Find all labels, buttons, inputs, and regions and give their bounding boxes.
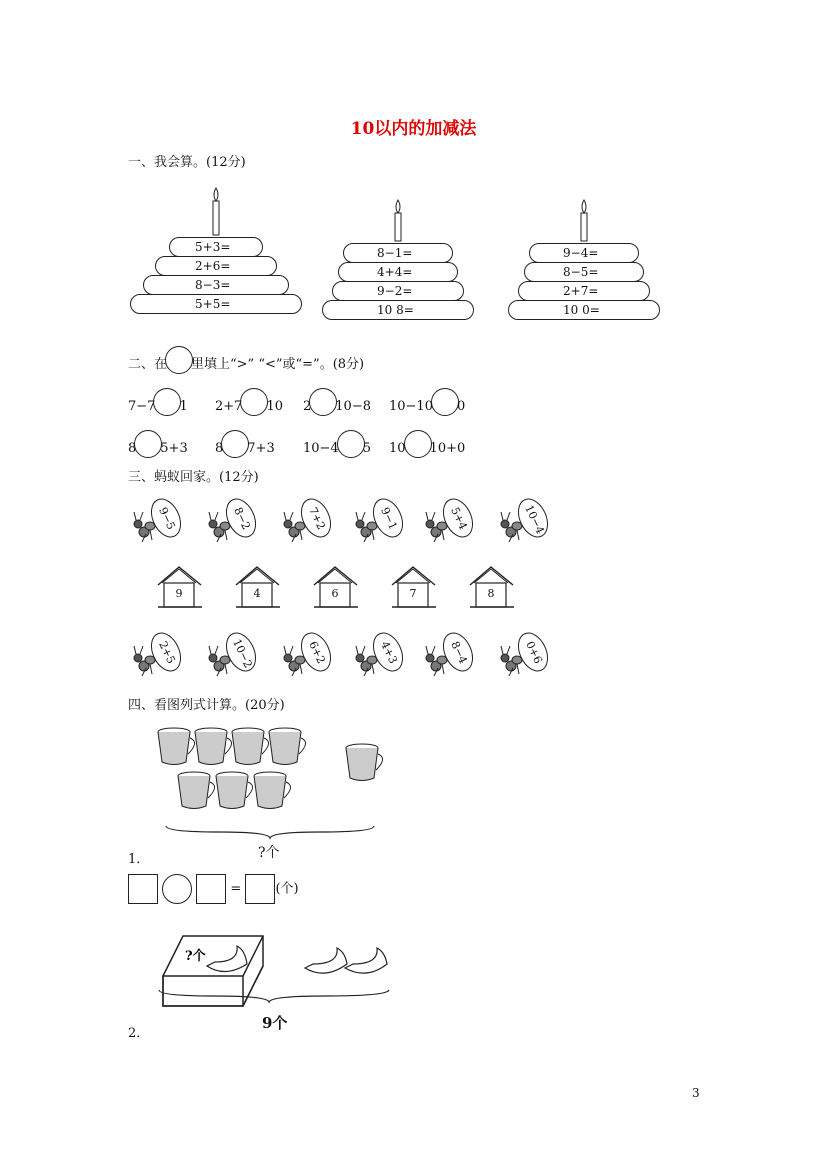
equation-text: 9−2= — [377, 284, 413, 298]
house-number: 8 — [487, 587, 495, 600]
answer-circle[interactable] — [240, 388, 268, 416]
cup-icon — [346, 744, 383, 781]
compare-right: 5 — [362, 441, 371, 456]
tower-ring — [524, 262, 644, 282]
tower-ring — [332, 281, 464, 301]
tower-ring — [343, 243, 453, 263]
equation-text: 8−5= — [563, 265, 599, 279]
compare-left: 2 — [303, 399, 312, 414]
house-number: 7 — [409, 587, 417, 600]
cup-icon — [158, 728, 195, 765]
candle-icon — [392, 199, 404, 243]
ant-equation: 5+4 — [448, 505, 470, 532]
answer-circle[interactable] — [431, 388, 459, 416]
house[interactable] — [156, 563, 226, 611]
compare-right: 5+3 — [160, 441, 188, 456]
ant-card[interactable] — [352, 496, 412, 546]
compare-left: 10−10 — [389, 399, 433, 414]
compare-right: 10+0 — [429, 441, 466, 456]
equals-sign: = — [230, 881, 242, 897]
compare-left: 8 — [128, 441, 137, 456]
compare-item — [128, 430, 188, 458]
bananas-picture — [155, 928, 400, 1008]
ant-equation: 8−2 — [231, 505, 253, 532]
answer-circle[interactable] — [309, 388, 337, 416]
equation-text: 5+3= — [195, 240, 231, 254]
equation-text: 9−4= — [563, 246, 599, 260]
equation-template — [128, 874, 299, 904]
equation-text: 5+5= — [195, 297, 231, 311]
house[interactable] — [312, 563, 382, 611]
ant-equation: 10−2 — [230, 637, 255, 670]
house[interactable] — [234, 563, 304, 611]
compare-right: 10 — [266, 399, 283, 414]
ant-card[interactable] — [422, 496, 482, 546]
circle-icon — [165, 346, 193, 374]
compare-item — [128, 388, 188, 416]
answer-box[interactable] — [245, 874, 275, 904]
answer-box[interactable] — [128, 874, 158, 904]
tower-ring — [143, 275, 289, 295]
compare-left: 2+7 — [215, 399, 243, 414]
ant-equation: 9−5 — [156, 505, 178, 532]
q2-total-label: 9个 — [262, 1014, 288, 1032]
equation-text: 4+4= — [377, 265, 413, 279]
compare-item — [215, 430, 275, 458]
answer-circle[interactable] — [404, 430, 432, 458]
ant-card[interactable] — [280, 630, 340, 680]
compare-right: 7+3 — [247, 441, 275, 456]
q1-total-label: ?个 — [258, 845, 280, 861]
section1-heading: 一、我会算。(12分) — [128, 155, 246, 170]
cup-icon — [195, 728, 232, 765]
q1-number: 1． — [128, 852, 150, 867]
answer-circle[interactable] — [337, 430, 365, 458]
cup-icon — [232, 728, 269, 765]
house-number: 9 — [175, 587, 183, 600]
cup-icon — [269, 728, 306, 765]
compare-item — [389, 430, 465, 458]
compare-right: 0 — [456, 399, 466, 414]
tower-ring — [518, 281, 650, 301]
cups-picture — [150, 722, 390, 842]
compare-right: 10−8 — [335, 399, 371, 414]
equation-text: 8−1= — [377, 246, 413, 260]
answer-circle[interactable] — [221, 430, 249, 458]
ant-card[interactable] — [205, 630, 265, 680]
section2-heading-b: 里填上“>” “<”或“=”。(8分) — [191, 357, 365, 372]
ant-card[interactable] — [422, 630, 482, 680]
ant-equation: 9−1 — [378, 505, 400, 532]
section4-heading: 四、看图列式计算。(20分) — [128, 698, 285, 713]
tower-ring — [130, 294, 302, 314]
ant-card[interactable] — [130, 630, 190, 680]
compare-left: 7−7 — [128, 399, 156, 414]
house-number: 6 — [331, 587, 339, 600]
ant-card[interactable] — [280, 496, 340, 546]
ant-card[interactable] — [130, 496, 190, 546]
compare-item — [303, 430, 371, 458]
ant-card[interactable] — [497, 496, 557, 546]
equation-text: 2+6= — [195, 259, 231, 273]
tower-ring — [529, 243, 639, 263]
tower-ring — [155, 256, 277, 276]
compare-left: 10−4 — [303, 441, 339, 456]
equation-text: 2+7= — [563, 284, 599, 298]
compare-item — [303, 388, 371, 416]
page-title: 10以内的加减法 — [350, 119, 477, 139]
ant-card[interactable] — [497, 630, 557, 680]
candle-icon — [210, 187, 222, 237]
ant-card[interactable] — [352, 630, 412, 680]
equation-text: 8−3= — [195, 278, 231, 292]
section2-heading-a: 二、在 — [128, 357, 168, 372]
compare-right: 1 — [179, 399, 188, 414]
ant-card[interactable] — [205, 496, 265, 546]
page-number: 3 — [692, 1086, 700, 1100]
tower-ring — [338, 262, 458, 282]
section2-heading — [128, 346, 364, 374]
cup-icon — [254, 772, 291, 809]
ant-equation: 0+6 — [523, 639, 545, 666]
ant-equation: 6+2 — [306, 639, 328, 666]
section3-heading: 三、蚂蚁回家。(12分) — [128, 470, 259, 485]
answer-box[interactable] — [196, 874, 226, 904]
cup-icon — [178, 772, 215, 809]
equation-text: 10 8= — [377, 303, 414, 317]
house[interactable] — [468, 563, 538, 611]
answer-circle[interactable] — [153, 388, 181, 416]
cup-icon — [216, 772, 253, 809]
tower-ring — [508, 300, 660, 320]
unit-label: (个) — [275, 881, 299, 897]
ant-equation: 2+5 — [156, 639, 178, 666]
house-number: 4 — [253, 587, 261, 600]
ant-equation: 10−4 — [522, 503, 547, 536]
compare-item — [215, 388, 283, 416]
compare-left: 8 — [215, 441, 224, 456]
ant-equation: 7+2 — [306, 505, 328, 532]
answer-circle[interactable] — [134, 430, 162, 458]
q2-number: 2． — [128, 1026, 150, 1041]
compare-item — [389, 388, 465, 416]
ant-equation: 4+3 — [378, 639, 400, 666]
candle-icon — [578, 199, 590, 243]
compare-left: 10 — [389, 441, 406, 456]
ant-equation: 8−4 — [448, 639, 470, 666]
tower-ring — [322, 300, 474, 320]
tower-ring — [169, 237, 263, 257]
operator-circle[interactable] — [162, 874, 192, 904]
q2-box-text: ?个 — [185, 949, 206, 964]
equation-text: 10 0= — [563, 303, 600, 317]
house[interactable] — [390, 563, 460, 611]
